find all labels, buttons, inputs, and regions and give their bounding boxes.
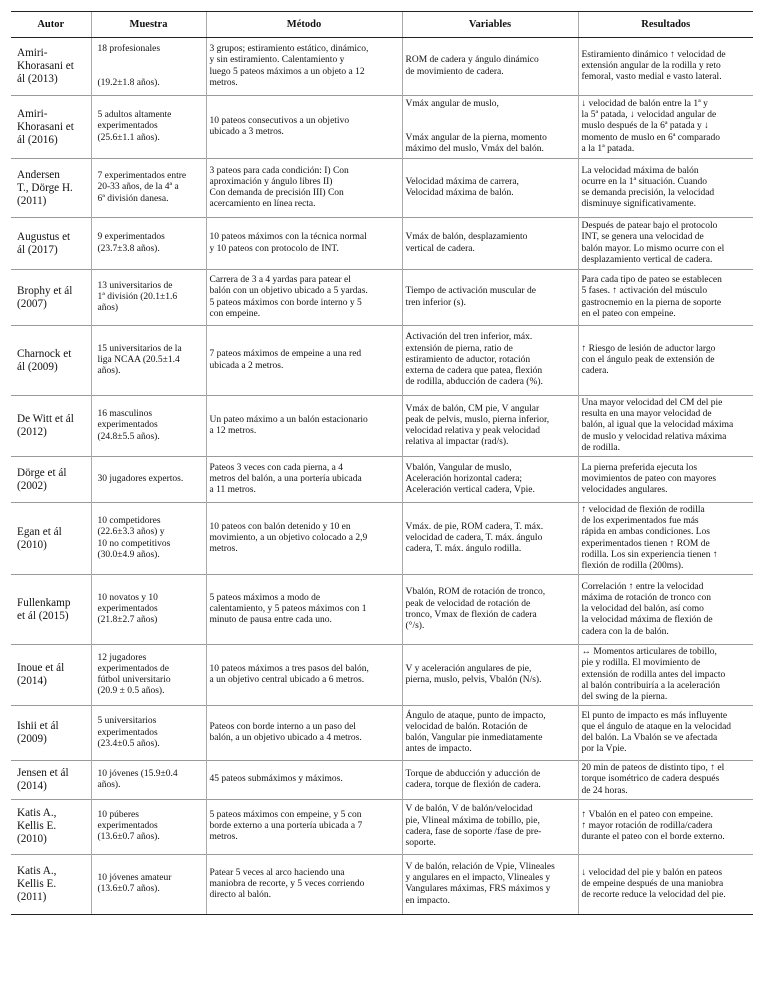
cell-muestra-text: 10 púberes experimentados (13.6±0.7 años). xyxy=(97,810,160,843)
cell-metodo xyxy=(206,854,402,914)
cell-variables xyxy=(402,706,578,761)
table-row xyxy=(11,396,753,457)
cell-resultados xyxy=(578,96,753,159)
cell-metodo-text: 45 pateos submáximos y máximos. xyxy=(209,774,343,785)
cell-muestra-text: 10 novatos y 10 experimentados (21.8±2.7 años) xyxy=(97,592,158,626)
cell-resultados xyxy=(578,503,753,575)
cell-muestra xyxy=(91,457,206,503)
cell-variables-text: ROM de cadera y ángulo dinámico de movimiento de cadera. xyxy=(405,55,539,77)
cell-variables xyxy=(402,396,578,457)
cell-metodo-text: 10 pateos máximos a tres pasos del balón, a un objetivo central ubicado a 6 metros. xyxy=(209,664,369,686)
cell-autor xyxy=(11,706,91,761)
cell-muestra-text: 30 jugadores expertos. xyxy=(97,473,184,484)
cell-variables-text: Ángulo de ataque, punto de impacto, velocidad de balón. Rotación de balón, Vangular pie inmediatamente antes de impacto. xyxy=(405,710,546,755)
cell-autor-text: Katis A., Kellis E. (2010) xyxy=(17,807,57,846)
cell-autor-text: Dörge et ál (2002) xyxy=(17,466,67,492)
cell-variables xyxy=(402,761,578,800)
cell-autor xyxy=(11,159,91,218)
cell-metodo-text: 7 pateos máximos de empeine a una red ubicada a 2 metros. xyxy=(209,349,362,371)
cell-autor-text: Inoue et ál (2014) xyxy=(17,662,65,688)
cell-variables-text: Tiempo de activación muscular de tren inferior (s). xyxy=(405,286,537,308)
cell-autor xyxy=(11,503,91,575)
cell-variables xyxy=(402,854,578,914)
cell-variables-text: Vmáx de balón, CM pie, V angular peak de pelvis, muslo, pierna inferior, velocidad relativa y peak velocidad relativa al impactar (rad/s). xyxy=(405,403,550,448)
table-header-row xyxy=(11,12,753,38)
table-row xyxy=(11,218,753,270)
cell-resultados-text: Una mayor velocidad del CM del pie resulta en una mayor velocidad de balón, al igual que la velocidad máxima de muslo y velocidad relativa máxima de rodilla. xyxy=(581,398,734,453)
table-row xyxy=(11,457,753,503)
cell-resultados-text: Estiramiento dinámico ↑ velocidad de extensión angular de la rodilla y reto femoral, vasto medial e vasto lateral. xyxy=(581,49,726,83)
cell-autor-text: Andersen T., Dörge H. (2011) xyxy=(17,168,73,207)
table-row xyxy=(11,706,753,761)
cell-autor-text: Ishii et ál (2009) xyxy=(17,720,59,746)
cell-resultados-text: ↑ velocidad de flexión de rodilla de los experimentados fue más rápida en ambas condiciones. Los experimentados tienen ↑ ROM de rodilla. Los sin experiencia tienen ↑ flexión de rodilla (200ms). xyxy=(581,505,718,572)
cell-autor xyxy=(11,326,91,396)
cell-variables xyxy=(402,218,578,270)
cell-metodo-text: 3 grupos; estiramiento estático, dinámico, y sin estiramiento. Calentamiento y luego 5 pateos máximos a un objeto a 12 metros. xyxy=(209,44,369,88)
cell-variables xyxy=(402,96,578,159)
cell-muestra-text: 15 universitarios de la liga NCAA (20.5±1.4 años). xyxy=(97,343,182,377)
cell-metodo xyxy=(206,457,402,503)
cell-muestra-text: 16 masculinos experimentados (24.8±5.5 años). xyxy=(97,409,160,442)
cell-muestra xyxy=(91,38,206,96)
cell-resultados-text: ↑ Riesgo de lesión de aductor largo con el ángulo peak de extensión de cadera. xyxy=(581,343,716,377)
cell-metodo-text: 3 pateos para cada condición: I) Con aproximación y ángulo libres II) Con demanda de precisión III) Con acercamiento en línea recta. xyxy=(209,165,349,210)
cell-variables-text: V y aceleración angulares de pie, pierna, muslo, pelvis, Vbalón (N/s). xyxy=(405,664,542,686)
cell-resultados-text: El punto de impacto es más influyente que el ángulo de ataque en la velocidad del balón. La Vbalón se ve afectada por la Vpie. xyxy=(581,710,732,755)
cell-resultados xyxy=(578,326,753,396)
table-row xyxy=(11,96,753,159)
cell-muestra xyxy=(91,159,206,218)
cell-autor xyxy=(11,396,91,457)
cell-autor xyxy=(11,799,91,854)
header-metodo: Método xyxy=(206,12,402,38)
cell-variables-text: V de balón, V de balón/velocidad pie, Vlineal máxima de tobillo, pie, cadera, fase de soporte /fase de pre- soporte. xyxy=(405,804,542,849)
cell-muestra-text: 13 universitarios de 1ª división (20.1±1.6 años) xyxy=(97,280,178,314)
cell-resultados xyxy=(578,706,753,761)
cell-autor xyxy=(11,761,91,800)
cell-metodo-text: 10 pateos con balón detenido y 10 en movimiento, a un objetivo colocado a 2,9 metros. xyxy=(209,521,368,555)
cell-autor xyxy=(11,575,91,645)
cell-muestra-text: 7 experimentados entre 20-33 años, de la 4ª a 6ª división danesa. xyxy=(97,171,187,204)
cell-muestra xyxy=(91,854,206,914)
cell-variables xyxy=(402,503,578,575)
studies-table xyxy=(11,11,753,915)
cell-resultados-text: La velocidad máxima de balón ocurre en la 1ª situación. Cuando se demanda precisión, la velocidad disminuye significativamente. xyxy=(581,165,715,210)
cell-muestra xyxy=(91,218,206,270)
cell-autor xyxy=(11,96,91,159)
table-row xyxy=(11,326,753,396)
cell-variables-text: Vmáx de balón, desplazamiento vertical de cadera. xyxy=(405,232,528,254)
cell-metodo-text: 10 pateos máximos con la técnica normal y 10 pateos con protocolo de INT. xyxy=(209,232,367,254)
cell-resultados xyxy=(578,799,753,854)
cell-metodo-text: Pateos 3 veces con cada pierna, a 4 metros del balón, a una portería ubicada a 11 metros. xyxy=(209,462,362,496)
cell-resultados-text: ↔ Momentos articulares de tobillo, pie y rodilla. El movimiento de extensión de rodilla antes del impacto al balón contribuiría a la aceleración del swing de la pierna. xyxy=(581,647,726,703)
cell-autor-text: Egan et ál (2010) xyxy=(17,525,62,551)
cell-resultados-text: Para cada tipo de pateo se establecen 5 fases. ↑ activación del músculo gastrocnemio en la pierna de soporte en el pateo con empeine. xyxy=(581,275,722,319)
cell-muestra xyxy=(91,761,206,800)
cell-metodo xyxy=(206,503,402,575)
cell-resultados xyxy=(578,396,753,457)
cell-metodo-text: Un pateo máximo a un balón estacionario a 12 metros. xyxy=(209,414,368,436)
cell-resultados xyxy=(578,645,753,706)
cell-muestra-text: 9 experimentados (23.7±3.8 años). xyxy=(97,232,165,254)
cell-variables-text: Activación del tren inferior, máx. extensión de pierna, ratio de estiramiento de aductor, rotación externa de cadera que patea, flexión de rodilla, abducción de cadera (%). xyxy=(405,332,543,388)
cell-variables xyxy=(402,457,578,503)
header-autor: Autor xyxy=(11,12,91,38)
cell-muestra xyxy=(91,270,206,326)
cell-variables xyxy=(402,38,578,96)
cell-metodo xyxy=(206,159,402,218)
cell-variables-text: Vmáx angular de muslo, Vmáx angular de la pierna, momento máximo del muslo, Vmáx del balón. xyxy=(405,98,547,154)
header-resultados: Resultados xyxy=(578,12,753,38)
cell-resultados xyxy=(578,854,753,914)
cell-resultados-text: La pierna preferida ejecuta los movimientos de pateo con mayores velocidades angulares. xyxy=(581,462,717,496)
cell-variables xyxy=(402,159,578,218)
table-row xyxy=(11,159,753,218)
cell-variables xyxy=(402,270,578,326)
header-variables: Variables xyxy=(402,12,578,38)
cell-variables-text: V de balón, relación de Vpie, Vlineales y angulares en el impacto, Vlineales y Vangulares máximas, FRS máximos y en impacto. xyxy=(405,861,555,906)
cell-metodo xyxy=(206,218,402,270)
cell-metodo xyxy=(206,38,402,96)
cell-resultados xyxy=(578,575,753,645)
table-row xyxy=(11,575,753,645)
cell-muestra xyxy=(91,326,206,396)
cell-variables-text: Torque de abducción y aducción de cadera, torque de flexión de cadera. xyxy=(405,768,541,791)
cell-muestra xyxy=(91,645,206,706)
cell-variables-text: Vbalón, ROM de rotación de tronco, peak de velocidad de rotación de tronco, Vmax de flexión de cadera (°/s). xyxy=(405,587,546,631)
cell-autor xyxy=(11,854,91,914)
cell-muestra xyxy=(91,396,206,457)
cell-autor xyxy=(11,645,91,706)
table-row xyxy=(11,645,753,706)
cell-metodo xyxy=(206,575,402,645)
cell-autor-text: Amiri- Khorasani et ál (2013) xyxy=(17,47,74,85)
cell-variables xyxy=(402,799,578,854)
cell-muestra xyxy=(91,706,206,761)
cell-metodo-text: 5 pateos máximos a modo de calentamiento, y 5 pateos máximos con 1 minuto de pausa entre cada uno. xyxy=(209,592,367,626)
cell-resultados xyxy=(578,270,753,326)
cell-autor xyxy=(11,38,91,96)
cell-metodo xyxy=(206,396,402,457)
cell-autor-text: Amiri- Khorasani et ál (2016) xyxy=(17,107,74,146)
cell-variables xyxy=(402,575,578,645)
cell-resultados-text: ↑ Vbalón en el pateo con empeine. ↑ mayor rotación de rodilla/cadera durante el pateo con el borde externo. xyxy=(581,810,725,843)
cell-variables-text: Vmáx. de pie, ROM cadera, T. máx. velocidad de cadera, T. máx. ángulo cadera, T. máx. ángulo rodilla. xyxy=(405,521,544,555)
cell-muestra xyxy=(91,799,206,854)
table-row xyxy=(11,38,753,96)
cell-muestra xyxy=(91,503,206,575)
header-muestra: Muestra xyxy=(91,12,206,38)
cell-muestra-text: 10 competidores (22.6±3.3 años) y 10 no competitivos (30.0±4.9 años). xyxy=(97,516,171,560)
cell-autor xyxy=(11,270,91,326)
table-row xyxy=(11,503,753,575)
cell-metodo-text: 5 pateos máximos con empeine, y 5 con borde externo a una portería ubicada a 7 metros. xyxy=(209,810,363,843)
cell-metodo xyxy=(206,799,402,854)
cell-muestra-text: 10 jóvenes amateur (13.6±0.7 años). xyxy=(97,873,172,895)
cell-muestra-text: 12 jugadores experimentados de fútbol universitario (20.9 ± 0.5 años). xyxy=(97,652,171,697)
cell-autor-text: Charnock et ál (2009) xyxy=(17,347,72,373)
cell-metodo xyxy=(206,645,402,706)
cell-autor xyxy=(11,218,91,270)
table-row xyxy=(11,854,753,914)
cell-metodo xyxy=(206,706,402,761)
cell-resultados-text: Correlación ↑ entre la velocidad máxima de rotación de tronco con la velocidad del balón, así como la velocidad máxima de flexión de cadera con la de balón. xyxy=(581,581,713,637)
cell-resultados xyxy=(578,159,753,218)
table-row xyxy=(11,270,753,326)
table-row xyxy=(11,761,753,800)
cell-autor-text: De Witt et ál (2012) xyxy=(17,413,74,438)
cell-metodo xyxy=(206,761,402,800)
cell-resultados-text: Después de patear bajo el protocolo INT, se genera una velocidad de balón mayor. Lo mismo ocurre con el desplazamiento vertical de cadera. xyxy=(581,221,725,265)
cell-resultados xyxy=(578,218,753,270)
cell-metodo-text: Pateos con borde interno a un paso del balón, a un objetivo ubicado a 4 metros. xyxy=(209,722,362,744)
cell-muestra xyxy=(91,96,206,159)
cell-autor-text: Jensen et ál (2014) xyxy=(17,767,69,793)
cell-metodo xyxy=(206,96,402,159)
cell-autor-text: Augustus et ál (2017) xyxy=(17,230,71,256)
cell-metodo-text: Patear 5 veces al arco haciendo una maniobra de recorte, y 5 veces corriendo directo al balón. xyxy=(209,867,365,900)
cell-autor-text: Brophy et ál (2007) xyxy=(17,284,73,310)
cell-metodo xyxy=(206,326,402,396)
cell-autor xyxy=(11,457,91,503)
cell-autor-text: Fullenkamp et ál (2015) xyxy=(17,596,71,622)
cell-muestra xyxy=(91,575,206,645)
cell-muestra-text: 18 profesionales (19.2±1.8 años). xyxy=(97,44,161,88)
cell-muestra-text: 5 adultos altamente experimentados (25.6±1.1 años). xyxy=(97,110,172,143)
cell-metodo xyxy=(206,270,402,326)
cell-metodo-text: 10 pateos consecutivos a un objetivo ubicado a 3 metros. xyxy=(209,115,350,137)
cell-resultados-text: ↓ velocidad del pie y balón en pateos de empeine después de una maniobra de recorte reduce la velocidad del pie. xyxy=(581,867,726,900)
cell-resultados xyxy=(578,38,753,96)
cell-variables xyxy=(402,326,578,396)
cell-resultados xyxy=(578,457,753,503)
cell-variables-text: Vbalón, Vangular de muslo, Aceleración horizontal cadera; Aceleración vertical cadera, Vpie. xyxy=(405,462,535,496)
cell-metodo-text: Carrera de 3 a 4 yardas para patear el balón con un objetivo ubicado a 5 yardas. 5 pateos máximos con borde interno y 5 con empeine. xyxy=(209,275,368,319)
cell-muestra-text: 5 universitarios experimentados (23.4±0.5 años). xyxy=(97,716,160,749)
cell-resultados-text: ↓ velocidad de balón entre la 1ª y la 5ª patada, ↓ velocidad angular de muslo después de la 6ª patada y ↓ momento de muslo en 6ª comparado a la 1ª patada. xyxy=(581,98,720,154)
cell-resultados-text: 20 min de pateos de distinto tipo, ↑ el torque isométrico de cadera después de 24 horas. xyxy=(581,763,725,796)
table-row xyxy=(11,799,753,854)
cell-resultados xyxy=(578,761,753,800)
cell-variables xyxy=(402,645,578,706)
cell-variables-text: Velocidad máxima de carrera, Velocidad máxima de balón. xyxy=(405,176,519,198)
cell-muestra-text: 10 jóvenes (15.9±0.4 años). xyxy=(97,768,178,791)
cell-autor-text: Katis A., Kellis E. (2011) xyxy=(17,864,57,903)
